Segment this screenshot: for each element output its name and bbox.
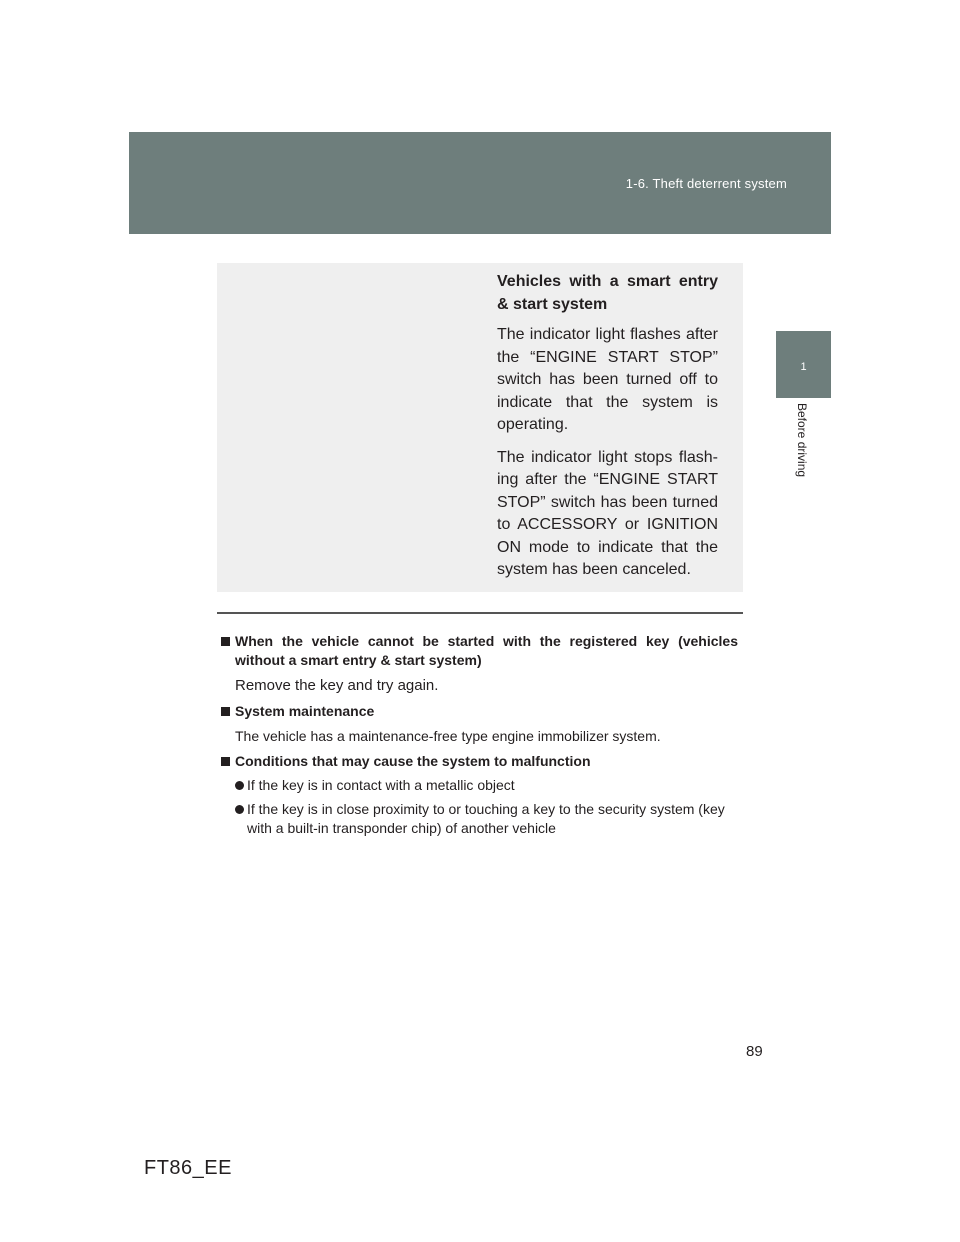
note-heading-text: System maintenance <box>235 703 375 719</box>
note-heading <box>218 702 738 721</box>
document-code: FT86_EE <box>144 1157 232 1179</box>
list-item <box>218 800 738 838</box>
notes-section <box>218 632 738 843</box>
square-bullet-icon <box>221 757 230 766</box>
chapter-label: Before driving <box>795 403 809 478</box>
info-panel <box>217 263 743 592</box>
list-item-text: If the key is in close proximity to or touching a key to the security system (key with a built-in transponder chip) of another vehicle <box>247 801 725 836</box>
note-heading-text: Conditions that may cause the system to malfunction <box>235 753 591 769</box>
list-item <box>218 776 738 795</box>
section-divider <box>217 612 743 614</box>
note-body: Remove the key and try again. <box>235 677 439 694</box>
chapter-number: 1 <box>800 361 807 373</box>
panel-paragraph: The indicator light stops flash-ing after the “ENGINE START STOP” switch has been turned to ACCESSORY or IGNITION ON mode to indicate that the system has been canceled. <box>497 448 718 578</box>
note-heading-text: When the vehicle cannot be started with the registered key (vehicles without a smart entry & start system) <box>235 633 738 668</box>
chapter-tab <box>776 331 831 398</box>
panel-paragraph: The indicator light flashes after the “ENGINE START STOP” switch has been turned off to indicate that the system is operating. <box>497 326 718 433</box>
square-bullet-icon <box>221 707 230 716</box>
square-bullet-icon <box>221 637 230 646</box>
page-number: 89 <box>746 1043 763 1060</box>
note-heading <box>218 752 738 771</box>
panel-heading: Vehicles with a smart entry & start system <box>497 273 718 313</box>
list-item-text: If the key is in contact with a metallic object <box>247 777 515 793</box>
round-bullet-icon <box>235 781 244 790</box>
round-bullet-icon <box>235 805 244 814</box>
header-band <box>129 132 831 234</box>
section-title: 1-6. Theft deterrent system <box>625 176 787 191</box>
note-heading <box>218 632 738 670</box>
note-body: The vehicle has a maintenance-free type engine immobilizer system. <box>235 728 661 744</box>
panel-text <box>497 271 718 592</box>
